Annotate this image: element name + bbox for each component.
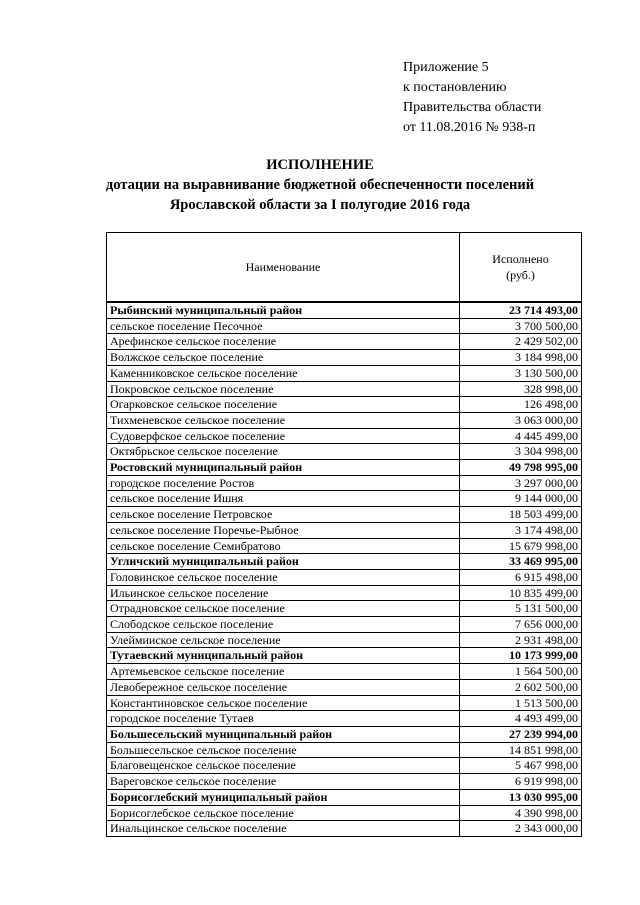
appendix-line: к постановлению [403, 80, 507, 95]
row-value: 5 131 500,00 [460, 601, 582, 617]
row-name: Волжское сельское поселение [107, 350, 460, 366]
row-name: городское поселение Тутаев [107, 711, 460, 727]
table-row [107, 491, 582, 507]
appendix-header [403, 58, 541, 138]
row-name: Тутаевский муниципальный район [107, 648, 460, 664]
row-value: 5 467 998,00 [460, 758, 582, 774]
row-name: Арефинское сельское поселение [107, 334, 460, 350]
district-row [107, 726, 582, 742]
row-name: Благовещенское сельское поселение [107, 758, 460, 774]
table-row [107, 632, 582, 648]
row-name: Вареговское сельское поселение [107, 774, 460, 790]
row-value: 3 297 000,00 [460, 475, 582, 491]
row-value: 13 030 995,00 [460, 789, 582, 805]
column-header-value [460, 233, 582, 303]
row-value: 2 602 500,00 [460, 679, 582, 695]
row-value: 3 184 998,00 [460, 350, 582, 366]
row-name: Большесельский муниципальный район [107, 726, 460, 742]
table-row [107, 397, 582, 413]
row-value: 18 503 499,00 [460, 507, 582, 523]
row-value: 23 714 493,00 [460, 302, 582, 318]
table-row [107, 695, 582, 711]
row-name: Угличский муниципальный район [107, 554, 460, 570]
row-value: 328 998,00 [460, 381, 582, 397]
budget-table [106, 232, 582, 837]
row-name: городское поселение Ростов [107, 475, 460, 491]
table-row [107, 821, 582, 837]
table-header-row [107, 233, 582, 303]
row-name: сельское поселение Песочное [107, 318, 460, 334]
row-value: 27 239 994,00 [460, 726, 582, 742]
table-row [107, 805, 582, 821]
row-name: сельское поселение Петровское [107, 507, 460, 523]
row-name: сельское поселение Поречье-Рыбное [107, 522, 460, 538]
appendix-line: от 11.08.2016 № 938-п [403, 120, 536, 135]
row-name: Борисоглебский муниципальный район [107, 789, 460, 805]
table-row [107, 711, 582, 727]
row-name: Каменниковское сельское поселение [107, 365, 460, 381]
row-name: Головинское сельское поселение [107, 569, 460, 585]
appendix-line: Правительства области [403, 100, 542, 115]
table-row [107, 507, 582, 523]
table-row [107, 365, 582, 381]
table-row [107, 742, 582, 758]
row-name: Ростовский муниципальный район [107, 460, 460, 476]
table-row [107, 522, 582, 538]
title-line-1: ИСПОЛНЕНИЕ [266, 157, 374, 173]
row-value: 14 851 998,00 [460, 742, 582, 758]
row-name: Слободское сельское поселение [107, 617, 460, 633]
row-name: Покровское сельское поселение [107, 381, 460, 397]
row-value: 1 564 500,00 [460, 664, 582, 680]
row-value: 4 390 998,00 [460, 805, 582, 821]
table-row [107, 538, 582, 554]
row-name: Судоверфское сельское поселение [107, 428, 460, 444]
district-row [107, 302, 582, 318]
table-row [107, 475, 582, 491]
table-row [107, 774, 582, 790]
table-row [107, 758, 582, 774]
row-value: 4 445 499,00 [460, 428, 582, 444]
row-value: 7 656 000,00 [460, 617, 582, 633]
table-row [107, 601, 582, 617]
row-name: Огарковское сельское поселение [107, 397, 460, 413]
row-value: 2 931 498,00 [460, 632, 582, 648]
table-row [107, 617, 582, 633]
row-value: 3 174 498,00 [460, 522, 582, 538]
row-value: 3 130 500,00 [460, 365, 582, 381]
appendix-line: Приложение 5 [403, 60, 489, 75]
row-name: Большесельское сельское поселение [107, 742, 460, 758]
district-row [107, 789, 582, 805]
row-value: 6 919 998,00 [460, 774, 582, 790]
row-name: Константиновское сельское поселение [107, 695, 460, 711]
row-value: 2 429 502,00 [460, 334, 582, 350]
row-value: 3 700 500,00 [460, 318, 582, 334]
column-header-name: Наименование [107, 233, 460, 303]
district-row [107, 554, 582, 570]
row-value: 4 493 499,00 [460, 711, 582, 727]
table-body [107, 302, 582, 836]
title-line-2: дотации на выравнивание бюджетной обеспеченности поселений [105, 177, 535, 193]
table-row [107, 679, 582, 695]
table-row [107, 428, 582, 444]
row-name: Отрадновское сельское поселение [107, 601, 460, 617]
table-row [107, 585, 582, 601]
column-header-value-line1: Исполнено [492, 252, 549, 266]
row-name: Улеймииское сельское поселение [107, 632, 460, 648]
row-value: 49 798 995,00 [460, 460, 582, 476]
table-row [107, 334, 582, 350]
row-name: Октябрьское сельское поселение [107, 444, 460, 460]
table-row [107, 444, 582, 460]
document-title [0, 155, 640, 215]
row-name: Артемьевское сельское поселение [107, 664, 460, 680]
row-value: 126 498,00 [460, 397, 582, 413]
row-value: 10 835 499,00 [460, 585, 582, 601]
table-row [107, 318, 582, 334]
row-value: 6 915 498,00 [460, 569, 582, 585]
row-name: Инальцинское сельское поселение [107, 821, 460, 837]
row-value: 9 144 000,00 [460, 491, 582, 507]
row-name: Левобережное сельское поселение [107, 679, 460, 695]
row-value: 33 469 995,00 [460, 554, 582, 570]
district-row [107, 460, 582, 476]
column-header-value-line2: (руб.) [506, 268, 535, 282]
row-name: сельское поселение Ишня [107, 491, 460, 507]
row-value: 2 343 000,00 [460, 821, 582, 837]
table-row [107, 381, 582, 397]
row-value: 3 304 998,00 [460, 444, 582, 460]
district-row [107, 648, 582, 664]
table-row [107, 664, 582, 680]
row-value: 1 513 500,00 [460, 695, 582, 711]
table-row [107, 569, 582, 585]
row-name: Тихменевское сельское поселение [107, 412, 460, 428]
table-row [107, 350, 582, 366]
row-name: Рыбинский муниципальный район [107, 302, 460, 318]
row-name: Ильинское сельское поселение [107, 585, 460, 601]
title-line-3: Ярославской области за I полугодие 2016 года [169, 197, 471, 213]
table-row [107, 412, 582, 428]
row-name: Борисоглебское сельское поселение [107, 805, 460, 821]
row-value: 10 173 999,00 [460, 648, 582, 664]
row-value: 3 063 000,00 [460, 412, 582, 428]
row-value: 15 679 998,00 [460, 538, 582, 554]
row-name: сельское поселение Семибратово [107, 538, 460, 554]
